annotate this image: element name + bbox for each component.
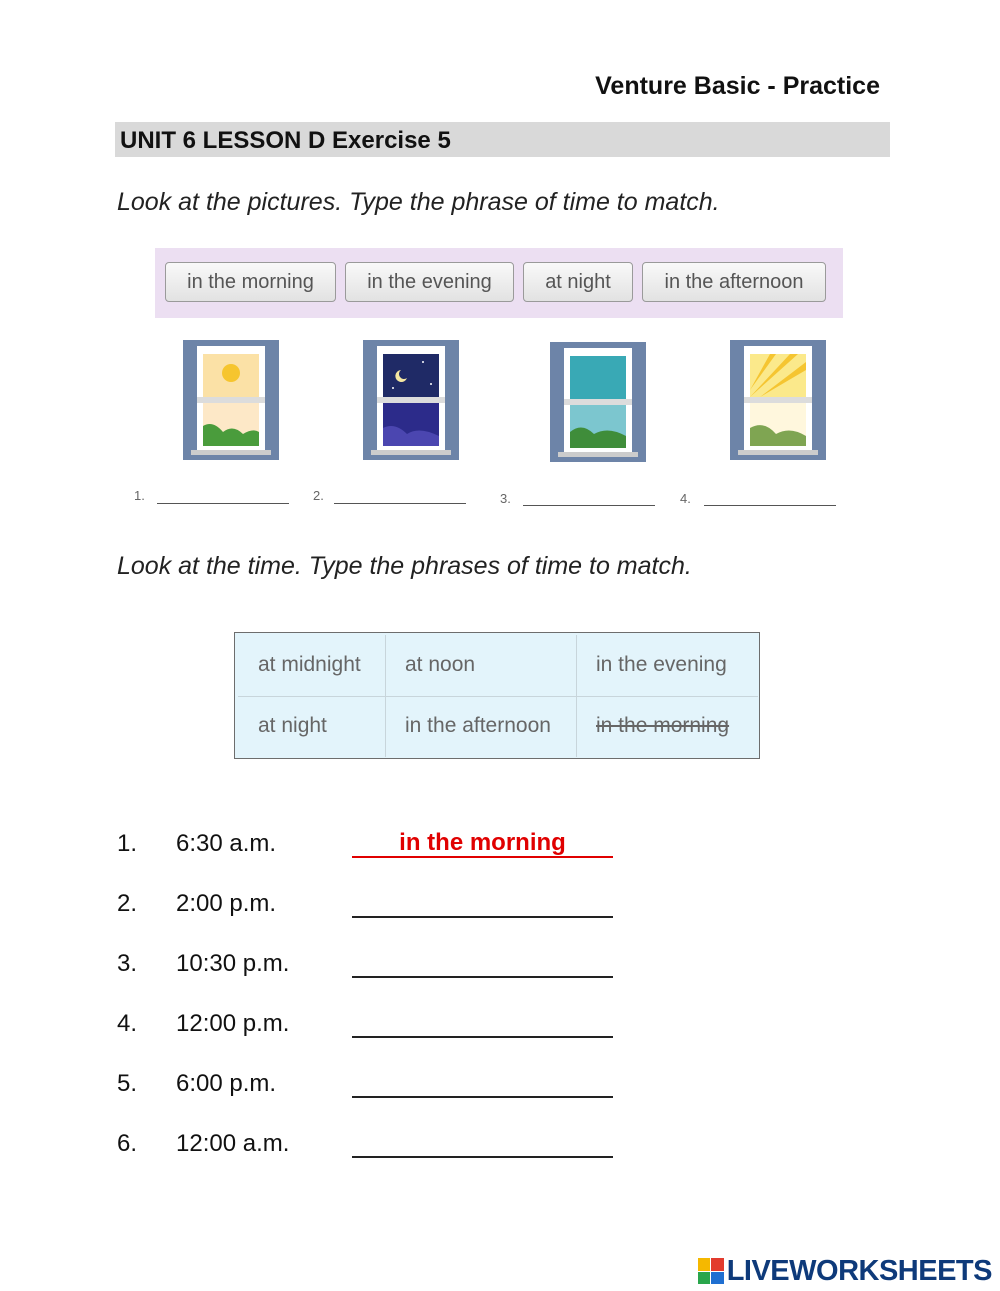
picture-number: 2. <box>313 488 324 503</box>
phrase-cell: at midnight <box>238 635 386 697</box>
picture-number: 4. <box>680 491 691 506</box>
liveworksheets-logo-icon <box>698 1258 724 1284</box>
unit-title-bar <box>115 122 890 157</box>
picture-number: 3. <box>500 491 511 506</box>
instruction-pictures: Look at the pictures. Type the phrase of time to match. <box>117 188 720 216</box>
picture-answer-blank[interactable] <box>704 505 836 506</box>
picture-answer-blank[interactable] <box>334 503 466 504</box>
question-time: 2:00 p.m. <box>176 890 277 917</box>
question-number: 6. <box>117 1130 138 1157</box>
phrase-cell: in the evening <box>576 635 758 697</box>
brand-name: LIVEWORKSHEETS <box>726 1254 992 1287</box>
question-answer-line <box>352 856 613 858</box>
question-number: 1. <box>117 830 138 857</box>
instruction-time: Look at the time. Type the phrases of time to match. <box>117 552 692 580</box>
word-bank-item[interactable]: in the morning <box>165 262 336 302</box>
question-time: 6:30 a.m. <box>176 830 277 857</box>
phrase-cell: in the afternoon <box>385 696 577 757</box>
question-number: 3. <box>117 950 138 977</box>
question-number: 5. <box>117 1070 138 1097</box>
question-time: 6:00 p.m. <box>176 1070 277 1097</box>
question-answer-blank[interactable] <box>352 916 613 918</box>
word-bank-item[interactable]: in the evening <box>345 262 514 302</box>
sunrays-window-icon <box>730 340 826 460</box>
brand-logo[interactable] <box>698 1255 992 1287</box>
word-bank-item[interactable]: at night <box>523 262 633 302</box>
question-number: 4. <box>117 1010 138 1037</box>
sun-window-icon <box>183 340 279 460</box>
page-header-title: Venture Basic - Practice <box>595 72 880 100</box>
question-answer[interactable]: in the morning <box>399 829 566 856</box>
phrase-table <box>234 632 760 759</box>
question-time: 12:00 a.m. <box>176 1130 290 1157</box>
question-answer-blank[interactable] <box>352 1036 613 1038</box>
question-number: 2. <box>117 890 138 917</box>
question-time: 10:30 p.m. <box>176 950 290 977</box>
word-bank <box>155 248 843 318</box>
unit-title: UNIT 6 LESSON D Exercise 5 <box>120 127 451 154</box>
moon-window-icon <box>363 340 459 460</box>
dusk-window-icon <box>550 342 646 462</box>
word-bank-item[interactable]: in the afternoon <box>642 262 826 302</box>
phrase-cell: at noon <box>385 635 577 697</box>
question-answer-blank[interactable] <box>352 1096 613 1098</box>
question-answer-blank[interactable] <box>352 1156 613 1158</box>
picture-number: 1. <box>134 488 145 503</box>
picture-answer-blank[interactable] <box>157 503 289 504</box>
phrase-cell-used: in the morning <box>596 714 730 737</box>
picture-answer-blank[interactable] <box>523 505 655 506</box>
question-time: 12:00 p.m. <box>176 1010 290 1037</box>
phrase-cell: at night <box>238 696 386 757</box>
question-answer-blank[interactable] <box>352 976 613 978</box>
